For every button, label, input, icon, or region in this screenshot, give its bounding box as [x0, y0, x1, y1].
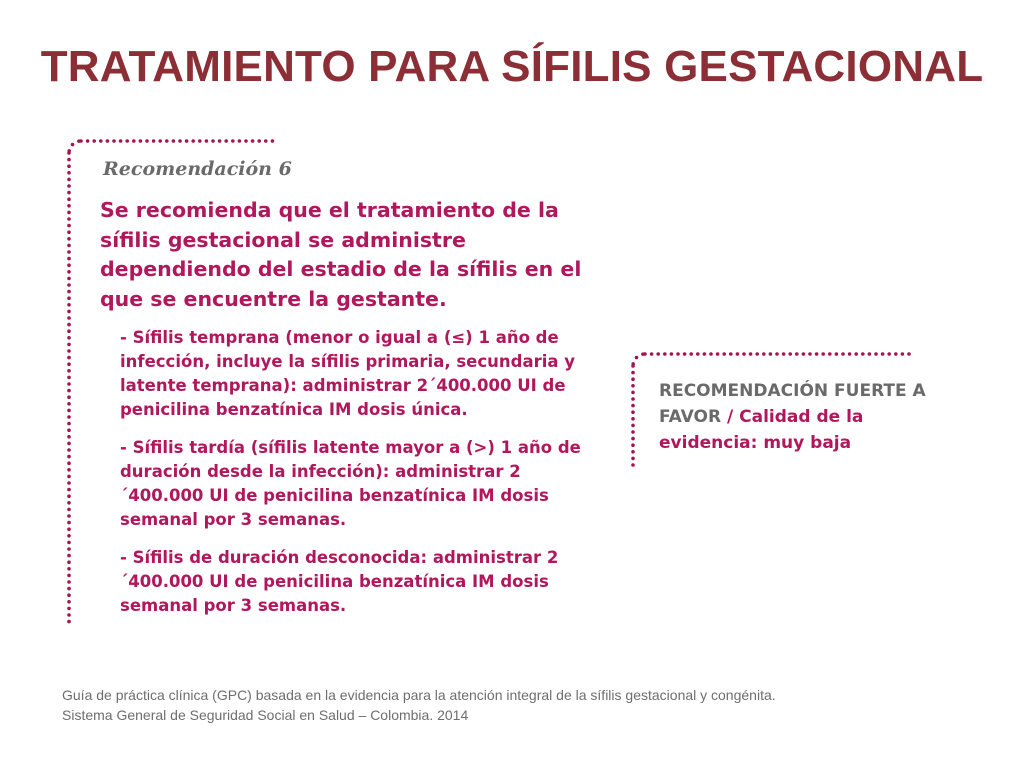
slide-title: TRATAMIENTO PARA SÍFILIS GESTACIONAL: [40, 42, 984, 91]
list-item: - Sífilis tardía (sífilis latente mayor a (>) 1 año de duración desde la infección): administrar 2´400.000 UI de penicilina benzatínica IM dosis semanal por 3 semanas.: [120, 438, 581, 529]
recommendation-list: [120, 326, 590, 632]
recommendation-strength: [659, 378, 929, 456]
strength-label: RECOMENDACIÓN FUERTE A FAVOR: [659, 381, 926, 427]
source-citation: Guía de práctica clínica (GPC) basada en la evidencia para la atención integral de la sífilis gestacional y congénita. Sistema General de Seguridad Social en Salud – Colombia. 2014: [62, 687, 776, 723]
recommendation-main-text: Se recomienda que el tratamiento de la sífilis gestacional se administre dependiendo del estadio de la sífilis en el que se encuentre la gestante.: [100, 198, 582, 311]
strength-separator: /: [721, 407, 740, 427]
evidence-quality: Calidad de la evidencia: muy baja: [659, 407, 864, 453]
list-item: - Sífilis de duración desconocida: administrar 2´400.000 UI de penicilina benzatínica IM dosis semanal por 3 semanas.: [120, 548, 559, 615]
list-item: - Sífilis temprana (menor o igual a (≤) 1 año de infección, incluye la sífilis primaria, secundaria y latente temprana): administrar 2´400.000 UI de penicilina benzatínica IM dosis única.: [120, 328, 576, 419]
recommendation-heading: Recomendación 6: [103, 158, 292, 180]
